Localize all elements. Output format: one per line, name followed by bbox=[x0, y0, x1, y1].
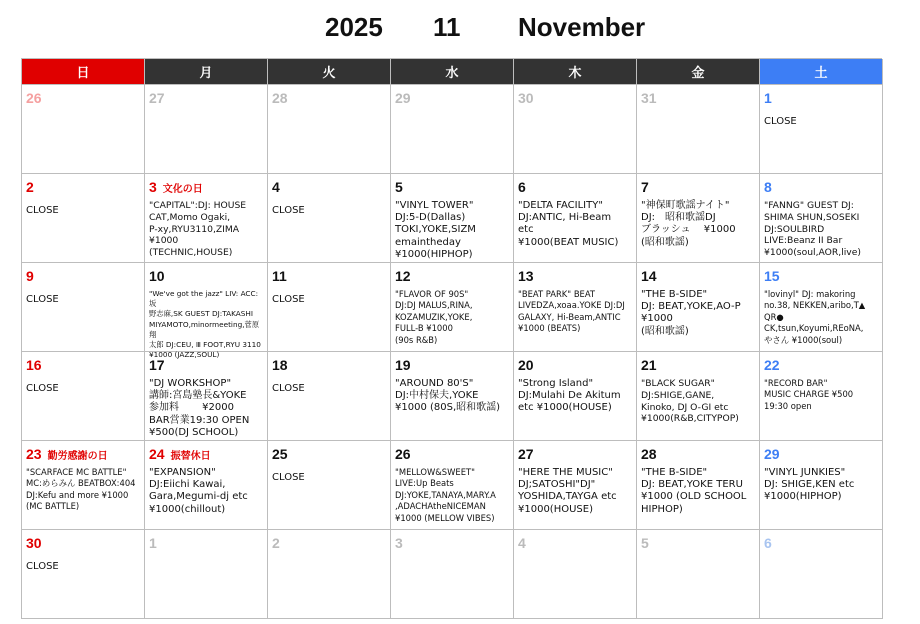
day-cell[interactable] bbox=[760, 174, 883, 263]
day-header bbox=[272, 88, 390, 107]
day-number: 29 bbox=[395, 90, 411, 106]
day-number: 15 bbox=[764, 268, 780, 284]
event-text: "MELLOW&SWEET" LIVE:Up Beats DJ:YOKE,TANAYA,MARY.A ,ADACHAtheNICEMAN ¥1000 (MELLOW VIBES) bbox=[395, 467, 496, 523]
day-header bbox=[641, 355, 759, 374]
day-number: 9 bbox=[26, 268, 34, 284]
day-number: 28 bbox=[272, 90, 288, 106]
day-cell[interactable] bbox=[268, 174, 391, 263]
day-number: 23 bbox=[26, 446, 42, 462]
day-number: 26 bbox=[26, 90, 42, 106]
day-cell[interactable] bbox=[760, 530, 883, 619]
day-number: 27 bbox=[149, 90, 165, 106]
event-text: "SCARFACE MC BATTLE" MC:めらみん BEATBOX:404 DJ:Kefu and more ¥1000 (MC BATTLE) bbox=[26, 467, 136, 512]
day-header bbox=[26, 177, 144, 196]
day-number: 11 bbox=[272, 268, 287, 284]
day-number: 28 bbox=[641, 446, 657, 462]
day-cell[interactable] bbox=[22, 530, 145, 619]
day-header bbox=[395, 88, 513, 107]
day-header bbox=[641, 177, 759, 196]
day-number: 20 bbox=[518, 357, 534, 373]
day-header bbox=[272, 444, 390, 463]
day-cell[interactable] bbox=[514, 85, 637, 174]
day-header bbox=[395, 177, 513, 196]
day-number: 4 bbox=[272, 179, 280, 195]
calendar-grid bbox=[21, 58, 882, 619]
day-number: 7 bbox=[641, 179, 649, 195]
holiday-label: 振替休日 bbox=[170, 451, 211, 462]
day-number: 31 bbox=[641, 90, 657, 106]
closed-label: CLOSE bbox=[26, 205, 59, 216]
day-number: 29 bbox=[764, 446, 780, 462]
event-text: "AROUND 80'S" DJ:中村保夫,YOKE ¥1000 (80S,昭和歌謡) bbox=[395, 378, 501, 414]
day-header bbox=[149, 177, 267, 196]
event-text: "Strong Island" DJ:Mulahi De Akitum etc ¥1000(HOUSE) bbox=[518, 378, 621, 414]
day-cell[interactable] bbox=[514, 352, 637, 441]
event-text: "VINYL TOWER" DJ:5-D(Dallas) TOKI,YOKE,SIZM emaintheday ¥1000(HIPHOP) bbox=[395, 200, 476, 260]
calendar-title bbox=[0, 12, 920, 46]
event-text: "FLAVOR OF 90S" DJ:DJ MALUS,RINA, KOZAMUZIK,YOKE, FULL-B ¥1000 (90s R&B) bbox=[395, 289, 473, 345]
event-text: "VINYL JUNKIES" DJ: SHIGE,KEN etc ¥1000(HIPHOP) bbox=[764, 467, 855, 503]
day-number: 12 bbox=[395, 268, 411, 284]
day-cell[interactable] bbox=[22, 441, 145, 530]
day-number: 4 bbox=[518, 535, 526, 551]
closed-label: CLOSE bbox=[272, 294, 305, 305]
day-header bbox=[764, 88, 882, 107]
day-cell[interactable] bbox=[268, 530, 391, 619]
day-number: 26 bbox=[395, 446, 411, 462]
day-header bbox=[149, 355, 267, 374]
day-cell[interactable] bbox=[22, 263, 145, 352]
day-cell[interactable] bbox=[760, 352, 883, 441]
day-header bbox=[641, 88, 759, 107]
day-cell[interactable] bbox=[637, 85, 760, 174]
day-number: 18 bbox=[272, 357, 288, 373]
closed-label: CLOSE bbox=[272, 472, 305, 483]
day-header bbox=[149, 533, 267, 552]
event-text: "CAPITAL":DJ: HOUSE CAT,Momo Ogaki, P-xy,RYU3110,ZIMA ¥1000 (TECHNIC,HOUSE) bbox=[149, 200, 247, 259]
day-cell[interactable] bbox=[760, 263, 883, 352]
title-month-name: November bbox=[518, 12, 646, 42]
day-header bbox=[149, 444, 267, 463]
day-number: 27 bbox=[518, 446, 534, 462]
title-month: 11 bbox=[433, 12, 461, 42]
event-text: "We've got the jazz" LIV: ACC:坂 野志麻,SK GUEST DJ:TAKASHI MIYAMOTO,minormeeting,菅原翔 太郎 DJ:CEU, Ⅲ FOOT,RYU 3110 ¥1000 (JAZZ,SOUL) bbox=[149, 289, 261, 360]
day-number: 2 bbox=[26, 179, 34, 195]
day-number: 30 bbox=[518, 90, 534, 106]
day-header bbox=[641, 533, 759, 552]
day-header bbox=[764, 177, 882, 196]
day-number: 2 bbox=[272, 535, 280, 551]
closed-label: CLOSE bbox=[26, 561, 59, 572]
day-header bbox=[518, 355, 636, 374]
day-cell[interactable] bbox=[760, 85, 883, 174]
day-header bbox=[26, 266, 144, 285]
day-header bbox=[272, 355, 390, 374]
day-number: 10 bbox=[149, 268, 165, 284]
day-header bbox=[764, 444, 882, 463]
day-cell[interactable] bbox=[637, 352, 760, 441]
day-cell[interactable] bbox=[637, 174, 760, 263]
day-number: 21 bbox=[641, 357, 657, 373]
day-header bbox=[764, 355, 882, 374]
day-number: 5 bbox=[395, 179, 403, 195]
day-header bbox=[641, 266, 759, 285]
day-number: 1 bbox=[149, 535, 157, 551]
day-header bbox=[764, 533, 882, 552]
weekday-header-saturday: 土 bbox=[760, 59, 883, 85]
day-number: 14 bbox=[641, 268, 657, 284]
day-cell[interactable] bbox=[514, 530, 637, 619]
day-number: 19 bbox=[395, 357, 411, 373]
event-text: "lovinyl" DJ: makoring no.38, NEKKEN,aribo,T▲ QR● CK,tsun,Koyumi,REoNA, やさん ¥1000(soul) bbox=[764, 289, 866, 345]
day-header bbox=[26, 88, 144, 107]
day-header bbox=[518, 88, 636, 107]
day-cell[interactable] bbox=[391, 530, 514, 619]
day-header bbox=[272, 266, 390, 285]
day-header bbox=[395, 266, 513, 285]
day-number: 16 bbox=[26, 357, 42, 373]
day-header bbox=[149, 88, 267, 107]
closed-label: CLOSE bbox=[272, 205, 305, 216]
day-number: 13 bbox=[518, 268, 534, 284]
event-text: "EXPANSION" DJ:Eiichi Kawai, Gara,Megumi-dj etc ¥1000(chillout) bbox=[149, 467, 248, 515]
day-header bbox=[518, 444, 636, 463]
weekday-header-wednesday: 水 bbox=[391, 59, 514, 85]
day-header bbox=[395, 444, 513, 463]
day-header bbox=[518, 533, 636, 552]
day-number: 1 bbox=[764, 90, 772, 106]
holiday-label: 文化の日 bbox=[162, 184, 203, 195]
weekday-header-thursday: 木 bbox=[514, 59, 637, 85]
event-text: "BLACK SUGAR" DJ:SHIGE,GANE, Kinoko, DJ O-GI etc ¥1000(R&B,CITYPOP) bbox=[641, 378, 739, 425]
holiday-label: 勤労感謝の日 bbox=[47, 451, 108, 462]
closed-label: CLOSE bbox=[26, 383, 59, 394]
day-number: 8 bbox=[764, 179, 772, 195]
day-header bbox=[26, 355, 144, 374]
closed-label: CLOSE bbox=[764, 116, 797, 127]
day-cell[interactable] bbox=[760, 441, 883, 530]
event-text: "THE B-SIDE" DJ: BEAT,YOKE TERU ¥1000 (OLD SCHOOL HIPHOP) bbox=[641, 467, 747, 515]
event-text: "THE B-SIDE" DJ: BEAT,YOKE,AO-P ¥1000 (昭和歌謡) bbox=[641, 289, 741, 337]
day-number: 6 bbox=[518, 179, 526, 195]
day-number: 5 bbox=[641, 535, 649, 551]
event-text: "BEAT PARK" BEAT LIVEDZA,xoaa.YOKE DJ:DJ GALAXY, Hi-Beam,ANTIC ¥1000 (BEATS) bbox=[518, 289, 625, 334]
day-number: 24 bbox=[149, 446, 165, 462]
day-number: 6 bbox=[764, 535, 772, 551]
day-cell[interactable] bbox=[145, 530, 268, 619]
day-header bbox=[641, 444, 759, 463]
day-cell[interactable] bbox=[268, 441, 391, 530]
day-header bbox=[764, 266, 882, 285]
day-cell[interactable] bbox=[391, 174, 514, 263]
day-number: 3 bbox=[395, 535, 403, 551]
title-year: 2025 bbox=[325, 12, 383, 42]
weekday-header-monday: 月 bbox=[145, 59, 268, 85]
event-text: "DELTA FACILITY" DJ:ANTIC, Hi-Beam etc ¥1000(BEAT MUSIC) bbox=[518, 200, 619, 248]
day-cell[interactable] bbox=[637, 530, 760, 619]
day-cell[interactable] bbox=[391, 352, 514, 441]
closed-label: CLOSE bbox=[272, 383, 305, 394]
weekday-header-friday: 金 bbox=[637, 59, 760, 85]
event-text: "RECORD BAR" MUSIC CHARGE ¥500 19:30 open bbox=[764, 378, 854, 411]
day-cell[interactable] bbox=[268, 352, 391, 441]
day-number: 25 bbox=[272, 446, 288, 462]
day-cell[interactable] bbox=[145, 352, 268, 441]
day-cell[interactable] bbox=[22, 85, 145, 174]
day-header bbox=[395, 355, 513, 374]
event-text: "神保町歌謡ナイト" DJ: 昭和歌謡DJ ブラッシュ ¥1000 (昭和歌謡) bbox=[641, 200, 736, 248]
day-cell[interactable] bbox=[145, 263, 268, 360]
day-header bbox=[26, 444, 144, 463]
day-header bbox=[395, 533, 513, 552]
day-number: 3 bbox=[149, 179, 157, 195]
weekday-header-sunday: 日 bbox=[22, 59, 145, 85]
day-cell[interactable] bbox=[145, 174, 268, 263]
day-header bbox=[518, 177, 636, 196]
day-cell[interactable] bbox=[22, 174, 145, 263]
day-cell[interactable] bbox=[145, 441, 268, 530]
day-cell[interactable] bbox=[514, 441, 637, 530]
day-number: 22 bbox=[764, 357, 780, 373]
day-cell[interactable] bbox=[637, 441, 760, 530]
day-header bbox=[272, 533, 390, 552]
event-text: "HERE THE MUSIC" DJ;SATOSHI"DJ" YOSHIDA,TAYGA etc ¥1000(HOUSE) bbox=[518, 467, 617, 515]
day-cell[interactable] bbox=[391, 263, 514, 352]
day-number: 17 bbox=[149, 357, 165, 373]
day-cell[interactable] bbox=[268, 85, 391, 174]
day-cell[interactable] bbox=[391, 85, 514, 174]
weekday-header-tuesday: 火 bbox=[268, 59, 391, 85]
event-text: "FANNG" GUEST DJ: SHIMA SHUN,SOSEKI DJ:SOULBIRD LIVE:Beanz II Bar ¥1000(soul,AOR,live) bbox=[764, 200, 861, 259]
day-cell[interactable] bbox=[268, 263, 391, 352]
closed-label: CLOSE bbox=[26, 294, 59, 305]
day-header bbox=[26, 533, 144, 552]
day-number: 30 bbox=[26, 535, 42, 551]
day-cell[interactable] bbox=[22, 352, 145, 441]
day-header bbox=[149, 266, 267, 285]
day-cell[interactable] bbox=[391, 441, 514, 530]
event-text: "DJ WORKSHOP" 講師:宮島塾長&YOKE 参加料 ¥2000 BAR営業19:30 OPEN ¥500(DJ SCHOOL) bbox=[149, 378, 250, 438]
day-cell[interactable] bbox=[514, 263, 637, 352]
day-cell[interactable] bbox=[637, 263, 760, 352]
day-header bbox=[272, 177, 390, 196]
day-header bbox=[518, 266, 636, 285]
day-cell[interactable] bbox=[145, 85, 268, 174]
day-cell[interactable] bbox=[514, 174, 637, 263]
